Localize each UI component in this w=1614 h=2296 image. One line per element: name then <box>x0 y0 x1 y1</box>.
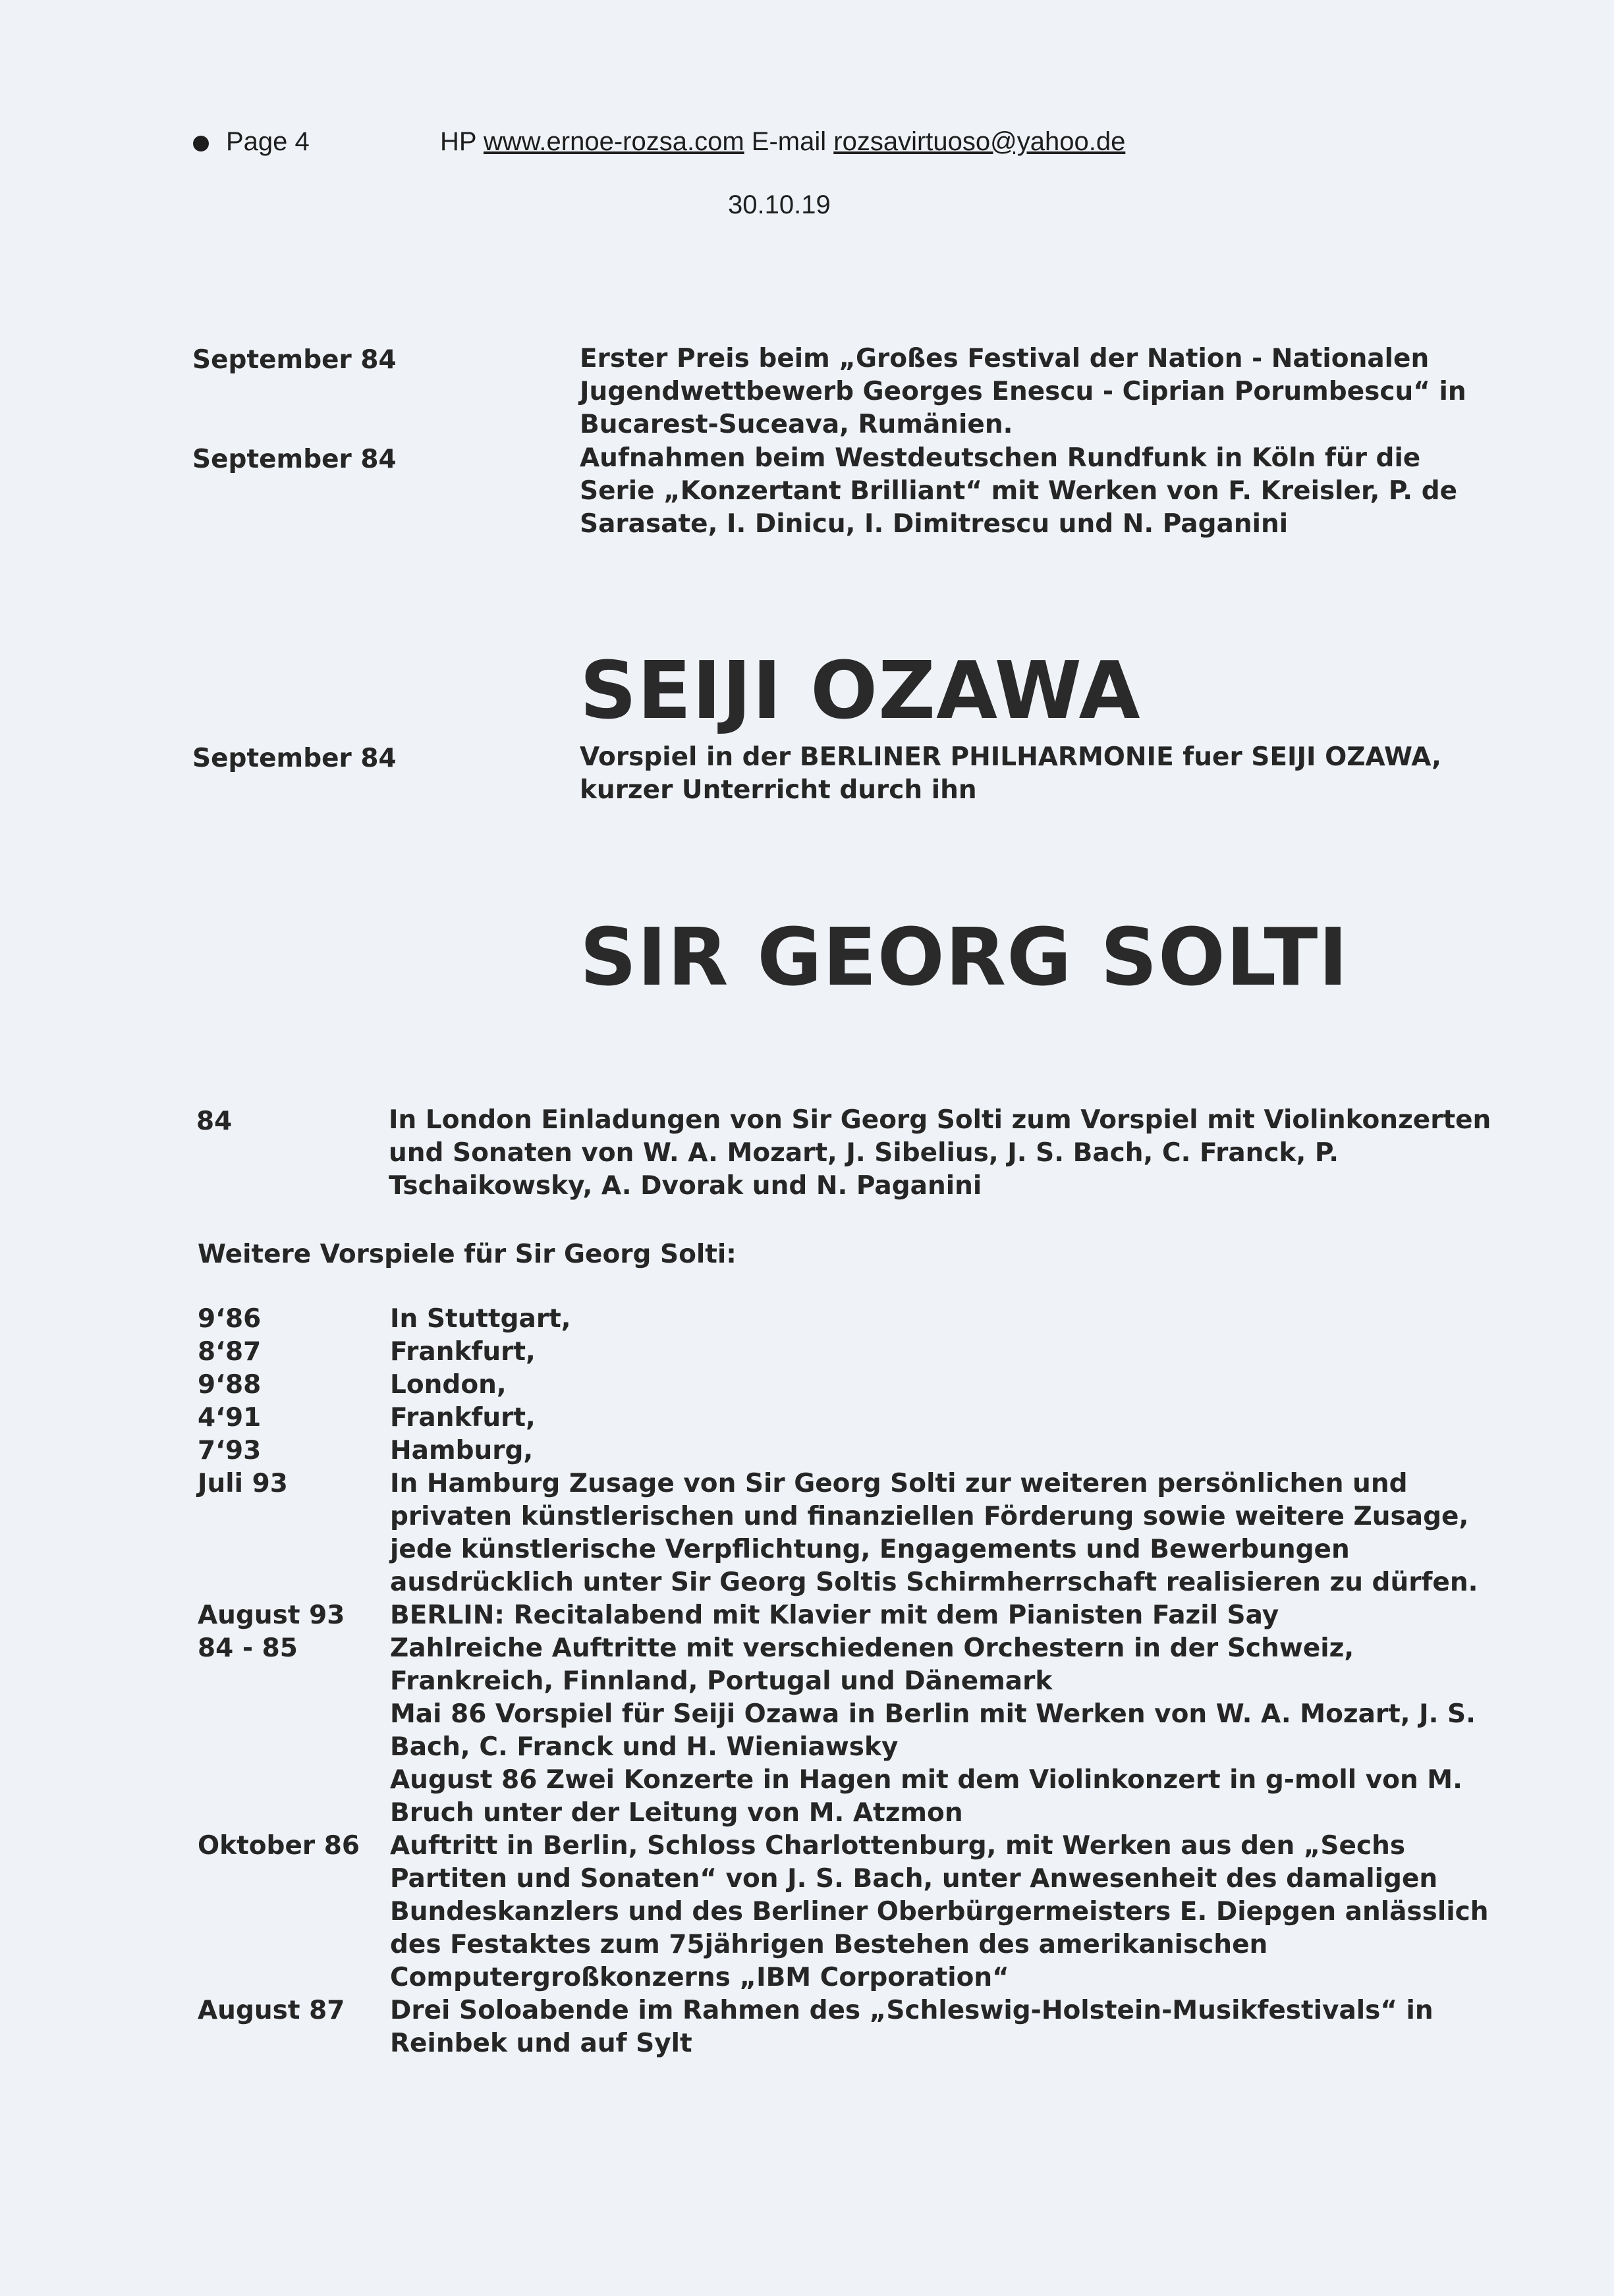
timeline-label: Oktober 86 <box>198 1831 360 1861</box>
timeline-line: In Stuttgart, <box>390 1304 571 1334</box>
timeline-labels <box>198 1303 360 2060</box>
entry-line: Serie „Konzertant Brilliant“ mit Werken von F. Kreisler, P. de <box>580 476 1458 506</box>
timeline-label <box>198 1698 360 1731</box>
timeline-label <box>198 1665 360 1698</box>
entry-line: Aufnahmen beim Westdeutschen Rundfunk in Köln für die <box>580 443 1421 473</box>
heading-seiji-ozawa: SEIJI OZAWA <box>580 645 1141 737</box>
timeline-line: BERLIN: Recitalabend mit Klavier mit dem Pianisten Fazil Say <box>390 1600 1279 1630</box>
timeline-label: 7‘93 <box>198 1436 262 1465</box>
timeline-line: August 86 Zwei Konzerte in Hagen mit dem Violinkonzert in g-moll von M. <box>390 1765 1462 1795</box>
header-contact <box>440 127 1125 157</box>
entry-text <box>580 442 1457 541</box>
timeline-label: 84 - 85 <box>198 1633 298 1663</box>
entry-line: und Sonaten von W. A. Mozart, J. Sibelius, J. S. Bach, C. Franck, P. <box>389 1138 1339 1168</box>
timeline-line: Bruch unter der Leitung von M. Atzmon <box>390 1798 963 1828</box>
timeline-label <box>198 1764 360 1797</box>
hp-link[interactable]: www.ernoe-rozsa.com <box>483 127 744 156</box>
entry-line: Sarasate, I. Dinicu, I. Dimitrescu und N. Paganini <box>580 509 1289 539</box>
timeline-label <box>198 1533 360 1566</box>
timeline-line: Frankfurt, <box>390 1403 536 1433</box>
entry-line: Erster Preis beim „Großes Festival der Nation - Nationalen <box>580 344 1430 373</box>
timeline-line: Partiten und Sonaten“ von J. S. Bach, unter Anwesenheit des damaligen <box>390 1864 1438 1894</box>
timeline-line: London, <box>390 1370 507 1400</box>
entry-date-label: September 84 <box>192 445 397 474</box>
timeline-line: des Festaktes zum 75jährigen Bestehen des amerikanischen <box>390 1930 1268 1959</box>
timeline-line: ausdrücklich unter Sir Georg Soltis Schirmherrschaft realisieren zu dürfen. <box>390 1568 1478 1597</box>
entry-line: In London Einladungen von Sir Georg Solti zum Vorspiel mit Violinkonzerten <box>389 1105 1491 1135</box>
timeline-label <box>198 1863 360 1896</box>
timeline-label: 4‘91 <box>198 1403 262 1433</box>
entry-text <box>580 741 1441 807</box>
timeline-line: Frankfurt, <box>390 1337 536 1367</box>
timeline-label <box>198 1928 360 1961</box>
email-prefix: E-mail <box>751 127 827 156</box>
timeline-line: Mai 86 Vorspiel für Seiji Ozawa in Berlin mit Werken von W. A. Mozart, J. S. <box>390 1699 1476 1729</box>
entry-text <box>389 1104 1491 1203</box>
entry-line: Tschaikowsky, A. Dvorak und N. Paganini <box>389 1171 982 1201</box>
entry-line: Vorspiel in der BERLINER PHILHARMONIE fuer SEIJI OZAWA, <box>580 742 1441 772</box>
timeline-text <box>390 1303 1488 2060</box>
timeline-label <box>198 1797 360 1830</box>
hp-prefix: HP <box>440 127 476 156</box>
timeline-label <box>198 2027 360 2060</box>
timeline-line: Computergroßkonzerns „IBM Corporation“ <box>390 1963 1009 1992</box>
entry-date-label: September 84 <box>192 744 397 773</box>
entry-line: Jugendwettbewerb Georges Enescu - Ciprian Porumbescu“ in <box>580 377 1466 406</box>
timeline-label <box>198 1566 360 1599</box>
timeline-label <box>198 1500 360 1533</box>
timeline-line: In Hamburg Zusage von Sir Georg Solti zur weiteren persönlichen und <box>390 1469 1408 1498</box>
timeline-label: 9‘88 <box>198 1370 262 1400</box>
document-date: 30.10.19 <box>728 190 831 219</box>
timeline-label <box>198 1896 360 1928</box>
email-link[interactable]: rozsavirtuoso@yahoo.de <box>833 127 1126 156</box>
timeline-line: Hamburg, <box>390 1436 534 1465</box>
timeline-label: Juli 93 <box>198 1469 288 1498</box>
page-label: Page 4 <box>226 127 310 156</box>
timeline-line: Frankreich, Finnland, Portugal und Dänemark <box>390 1666 1053 1696</box>
timeline-label: 8‘87 <box>198 1337 262 1367</box>
timeline-line: Bundeskanzlers und des Berliner Oberbürgermeisters E. Diepgen anlässlich <box>390 1897 1489 1927</box>
entry-line: Bucarest-Suceava, Rumänien. <box>580 410 1013 439</box>
timeline-line: Bach, C. Franck und H. Wieniawsky <box>390 1732 899 1762</box>
entry-date-label: 84 <box>196 1107 233 1136</box>
further-performances-heading: Weitere Vorspiele für Sir Georg Solti: <box>198 1240 737 1269</box>
bullet-icon <box>193 136 209 151</box>
entry-date-label: September 84 <box>192 345 397 375</box>
timeline-label: August 93 <box>198 1600 345 1630</box>
entry-line: kurzer Unterricht durch ihn <box>580 775 977 805</box>
timeline-label <box>198 1731 360 1764</box>
timeline-line: Auftritt in Berlin, Schloss Charlottenburg, mit Werken aus den „Sechs <box>390 1831 1406 1861</box>
entry-text <box>580 342 1466 441</box>
heading-sir-georg-solti: SIR GEORG SOLTI <box>580 912 1349 1004</box>
timeline-label <box>198 1961 360 1994</box>
timeline-label: 9‘86 <box>198 1304 262 1334</box>
timeline-line: privaten künstlerischen und finanziellen Förderung sowie weitere Zusage, <box>390 1502 1469 1531</box>
timeline-line: Zahlreiche Auftritte mit verschiedenen Orchestern in der Schweiz, <box>390 1633 1354 1663</box>
timeline-line: jede künstlerische Verpflichtung, Engagements und Bewerbungen <box>390 1535 1350 1564</box>
timeline-line: Reinbek und auf Sylt <box>390 2029 692 2058</box>
timeline-line: Drei Soloabende im Rahmen des „Schleswig-Holstein-Musikfestivals“ in <box>390 1996 1433 2025</box>
timeline-label: August 87 <box>198 1996 345 2025</box>
